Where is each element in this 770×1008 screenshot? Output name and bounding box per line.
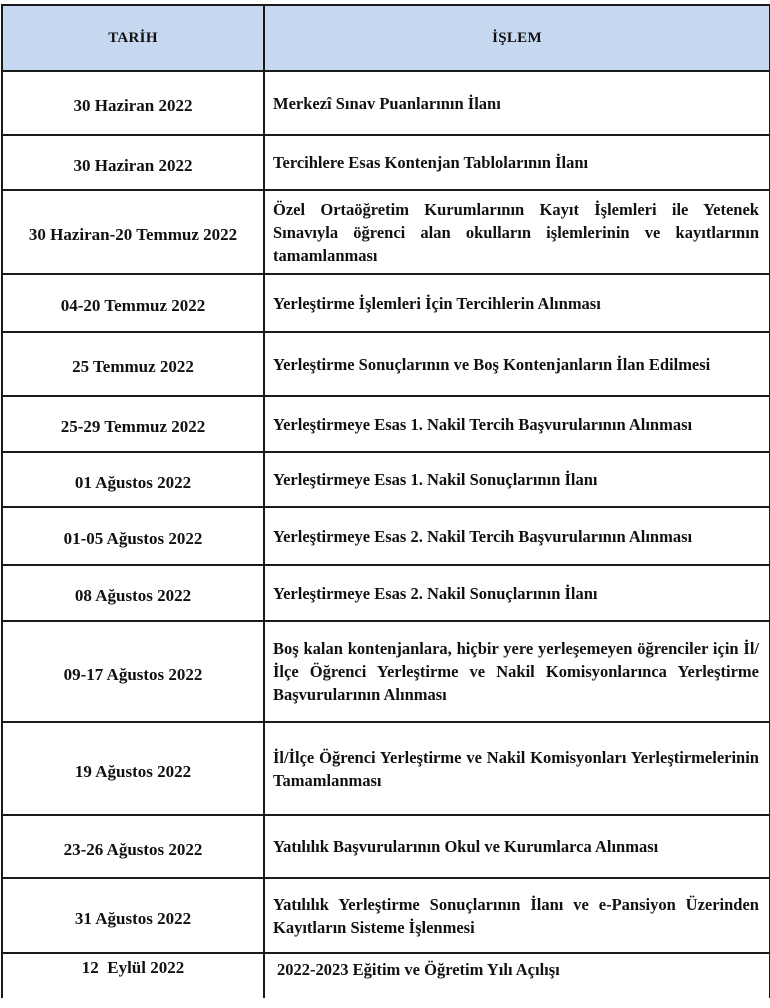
action-cell: Yerleştirmeye Esas 2. Nakil Sonuçlarının İlanı	[264, 565, 770, 621]
date-cell: 31 Ağustos 2022	[2, 878, 264, 953]
action-cell: Yerleştirmeye Esas 2. Nakil Tercih Başvurularının Alınması	[264, 507, 770, 565]
date-cell: 25 Temmuz 2022	[2, 332, 264, 396]
date-cell: 04-20 Temmuz 2022	[2, 274, 264, 332]
date-cell: 30 Haziran 2022	[2, 71, 264, 135]
date-column-header: TARİH	[2, 5, 264, 71]
date-cell: 19 Ağustos 2022	[2, 722, 264, 815]
action-cell: Yatılılık Başvurularının Okul ve Kurumlarca Alınması	[264, 815, 770, 878]
table-row	[2, 507, 770, 565]
date-cell: 30 Haziran 2022	[2, 135, 264, 190]
action-cell: 2022-2023 Eğitim ve Öğretim Yılı Açılışı	[264, 953, 770, 998]
date-cell: 12 Eylül 2022	[2, 953, 264, 998]
table-row	[2, 815, 770, 878]
action-cell: İl/İlçe Öğrenci Yerleştirme ve Nakil Komisyonları Yerleştirmelerinin Tamamlanması	[264, 722, 770, 815]
table-row	[2, 878, 770, 953]
table-row	[2, 953, 770, 998]
date-cell: 09-17 Ağustos 2022	[2, 621, 264, 722]
table-header-row	[2, 5, 770, 71]
table-row	[2, 190, 770, 274]
schedule-table	[1, 4, 770, 998]
date-cell: 30 Haziran-20 Temmuz 2022	[2, 190, 264, 274]
action-cell: Yerleştirme İşlemleri İçin Tercihlerin Alınması	[264, 274, 770, 332]
date-cell: 01 Ağustos 2022	[2, 452, 264, 507]
table-row	[2, 135, 770, 190]
table-row	[2, 274, 770, 332]
table-row	[2, 452, 770, 507]
table-row	[2, 722, 770, 815]
date-cell: 08 Ağustos 2022	[2, 565, 264, 621]
table-row	[2, 332, 770, 396]
action-cell: Tercihlere Esas Kontenjan Tablolarının İlanı	[264, 135, 770, 190]
action-cell: Merkezî Sınav Puanlarının İlanı	[264, 71, 770, 135]
table-row	[2, 396, 770, 452]
action-column-header: İŞLEM	[264, 5, 770, 71]
action-cell: Özel Ortaöğretim Kurumlarının Kayıt İşlemleri ile Yetenek Sınavıyla öğrenci alan okulların işlemlerinin ve kayıtlarının tamamlanması	[264, 190, 770, 274]
table-row	[2, 565, 770, 621]
date-cell: 01-05 Ağustos 2022	[2, 507, 264, 565]
date-cell: 23-26 Ağustos 2022	[2, 815, 264, 878]
schedule-document	[0, 4, 770, 998]
action-cell: Yerleştirmeye Esas 1. Nakil Sonuçlarının İlanı	[264, 452, 770, 507]
action-cell: Yerleştirmeye Esas 1. Nakil Tercih Başvurularının Alınması	[264, 396, 770, 452]
table-row	[2, 621, 770, 722]
date-cell: 25-29 Temmuz 2022	[2, 396, 264, 452]
action-cell: Boş kalan kontenjanlara, hiçbir yere yerleşemeyen öğrenciler için İl/İlçe Öğrenci Yerleştirme ve Nakil Komisyonlarınca Yerleştirme Başvurularının Alınması	[264, 621, 770, 722]
action-cell: Yatılılık Yerleştirme Sonuçlarının İlanı ve e-Pansiyon Üzerinden Kayıtların Sisteme İşlenmesi	[264, 878, 770, 953]
action-cell: Yerleştirme Sonuçlarının ve Boş Kontenjanların İlan Edilmesi	[264, 332, 770, 396]
table-row	[2, 71, 770, 135]
